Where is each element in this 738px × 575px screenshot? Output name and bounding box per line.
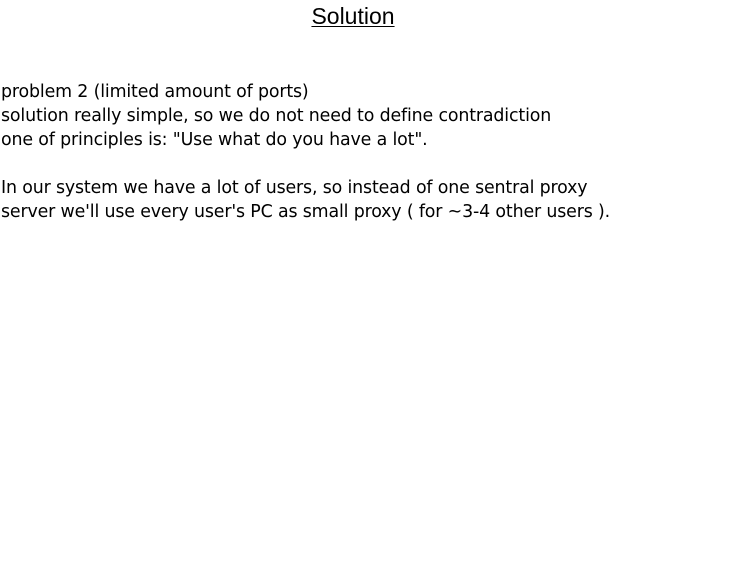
slide-title: Solution	[311, 3, 395, 29]
text-line: In our system we have a lot of users, so instead of one sentral proxy	[1, 178, 588, 198]
text-line: server we'll use every user's PC as small proxy ( for ~3-4 other users ).	[1, 202, 611, 222]
paragraph-gap	[1, 152, 731, 176]
paragraph-problem	[1, 80, 731, 152]
text-line: problem 2 (limited amount of ports)	[1, 82, 309, 102]
text-line: one of principles is: "Use what do you have a lot".	[1, 130, 428, 150]
text-line: solution really simple, so we do not need to define contradiction	[1, 106, 552, 126]
paragraph-solution	[1, 176, 731, 224]
slide-body	[1, 80, 731, 224]
